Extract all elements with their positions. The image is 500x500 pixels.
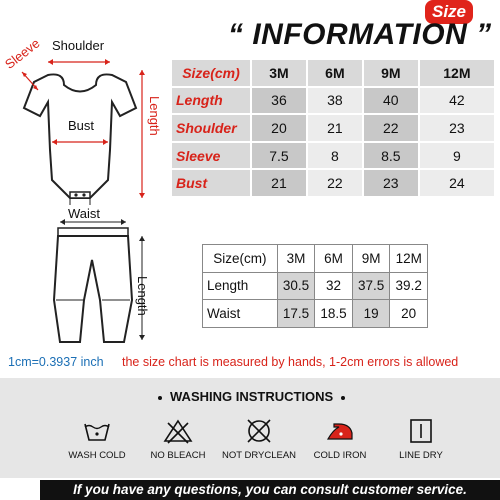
washing-title [150, 389, 350, 404]
table-cell: 18.5 [315, 300, 353, 328]
table-cell: 8 [307, 142, 363, 170]
bullet-icon [158, 396, 162, 400]
column-header: 6M [307, 59, 363, 87]
bodysuit-outline [24, 74, 136, 198]
table-cell: 9 [419, 142, 495, 170]
page-title: “ INFORMATION ” [228, 18, 492, 51]
no-bleach-icon [163, 418, 193, 444]
no-dryclean-icon [244, 418, 274, 444]
bust-label: Bust [68, 118, 95, 133]
table-cell: 20 [390, 300, 428, 328]
table-cell: 23 [419, 114, 495, 142]
wash-item-label: WASH COLD [68, 450, 126, 461]
sleeve-label: Sleeve [2, 35, 43, 72]
shoulder-label: Shoulder [52, 38, 105, 53]
row-label: Length [171, 87, 251, 115]
table-cell: 17.5 [277, 300, 315, 328]
waist-label: Waist [68, 206, 101, 221]
column-header: 9M [352, 245, 390, 273]
size-badge: Size [425, 0, 473, 24]
wash-item [214, 418, 304, 461]
table-cell: 30.5 [277, 272, 315, 300]
table-cell: 37.5 [352, 272, 390, 300]
table-cell: 22 [307, 169, 363, 197]
table-row [171, 114, 495, 142]
table-header-row [171, 59, 495, 87]
table-cell: 39.2 [390, 272, 428, 300]
table-row [203, 272, 428, 300]
row-label: Length [203, 272, 278, 300]
wash-item-label: NO BLEACH [150, 450, 206, 461]
table-cell: 22 [363, 114, 419, 142]
row-label: Shoulder [171, 114, 251, 142]
row-label: Waist [203, 300, 278, 328]
column-header: 6M [315, 245, 353, 273]
table-cell: 40 [363, 87, 419, 115]
line-dry-icon [406, 418, 436, 444]
table-row [171, 169, 495, 197]
column-header: 9M [363, 59, 419, 87]
column-header: 3M [251, 59, 307, 87]
pants-size-table [202, 244, 428, 328]
wash-item [133, 418, 223, 461]
wash-item-label: COLD IRON [313, 450, 367, 461]
length-label: Length [147, 96, 162, 136]
table-corner: Size(cm) [203, 245, 278, 273]
wash-item-label: LINE DRY [399, 450, 443, 461]
table-header-row [203, 245, 428, 273]
wash-item [376, 418, 466, 461]
table-cell: 36 [251, 87, 307, 115]
table-cell: 38 [307, 87, 363, 115]
column-header: 12M [390, 245, 428, 273]
wash-item [295, 418, 385, 461]
bodysuit-size-table [170, 58, 496, 198]
pants-outline [54, 236, 132, 342]
table-cell: 20 [251, 114, 307, 142]
cold-iron-icon [325, 418, 355, 444]
wash-item-label: NOT DRYCLEAN [221, 450, 297, 461]
table-cell: 21 [251, 169, 307, 197]
unit-conversion-note: 1cm=0.3937 inch [8, 355, 104, 369]
pants-diagram [40, 200, 160, 350]
table-cell: 42 [419, 87, 495, 115]
row-label: Bust [171, 169, 251, 197]
column-header: 12M [419, 59, 495, 87]
table-row [171, 142, 495, 170]
wash-item [52, 418, 142, 461]
bullet-icon [341, 396, 345, 400]
table-cell: 23 [363, 169, 419, 197]
column-header: 3M [277, 245, 315, 273]
table-row [203, 300, 428, 328]
table-cell: 32 [315, 272, 353, 300]
measurement-disclaimer: the size chart is measured by hands, 1-2cm errors is allowed [122, 355, 459, 369]
table-cell: 21 [307, 114, 363, 142]
row-label: Sleeve [171, 142, 251, 170]
washing-title-text: WASHING INSTRUCTIONS [170, 389, 334, 404]
table-cell: 19 [352, 300, 390, 328]
table-cell: 8.5 [363, 142, 419, 170]
table-row [171, 87, 495, 115]
footer-banner: If you have any questions, you can consult customer service. [40, 480, 500, 500]
table-cell: 24 [419, 169, 495, 197]
table-corner: Size(cm) [171, 59, 251, 87]
wash-cold-icon [82, 418, 112, 444]
pants-length-label: Length [135, 276, 150, 316]
table-cell: 7.5 [251, 142, 307, 170]
